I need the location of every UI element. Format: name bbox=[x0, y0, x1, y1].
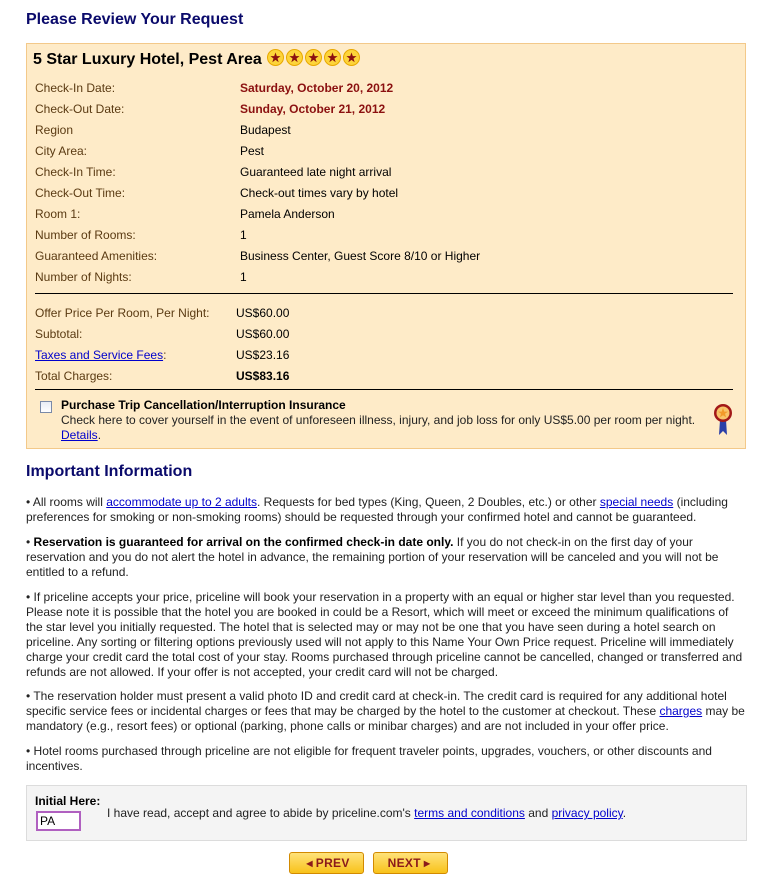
agreement-text bbox=[107, 806, 626, 820]
important-info-title: Important Information bbox=[26, 463, 193, 480]
city-area-value: Pest bbox=[240, 144, 265, 158]
bullet: • bbox=[26, 535, 31, 549]
info-paragraph-booking bbox=[26, 590, 746, 680]
chevron-left-icon: ◀ bbox=[306, 858, 313, 868]
amenities-value: Business Center, Guest Score 8/10 or Higher bbox=[240, 249, 481, 263]
detail-label: Number of Rooms: bbox=[35, 228, 136, 242]
offer-price-value: US$60.00 bbox=[236, 306, 290, 320]
punctuation: . bbox=[97, 428, 102, 442]
insurance-details-link[interactable]: Details bbox=[61, 428, 98, 442]
text: and bbox=[524, 806, 552, 820]
taxes-fees-link[interactable]: Taxes and Service Fees bbox=[35, 348, 164, 362]
insurance-description: Check here to cover yourself in the event of unforeseen illness, injury, and job loss for only US$5.00 per room per night. bbox=[61, 413, 696, 427]
prev-label: PREV bbox=[315, 856, 350, 870]
divider bbox=[35, 293, 733, 294]
region-value: Budapest bbox=[240, 123, 291, 137]
price-label: Subtotal: bbox=[35, 327, 83, 341]
hotel-title: 5 Star Luxury Hotel, Pest Area bbox=[33, 51, 262, 68]
star-icon bbox=[286, 49, 303, 66]
check-in-time-value: Guaranteed late night arrival bbox=[240, 165, 392, 179]
initial-label: Initial Here: bbox=[35, 794, 101, 808]
bullet: • bbox=[26, 495, 31, 509]
taxes-value: US$23.16 bbox=[236, 348, 290, 362]
detail-label: Check-Out Date: bbox=[35, 102, 125, 116]
number-of-rooms-value: 1 bbox=[240, 228, 247, 242]
charges-link[interactable]: charges bbox=[659, 704, 703, 718]
accommodate-link[interactable]: accommodate up to 2 adults bbox=[106, 495, 257, 509]
detail-label: Region bbox=[35, 123, 74, 137]
insurance-checkbox[interactable] bbox=[40, 401, 52, 413]
text: I have read, accept and agree to abide by priceline.com's bbox=[107, 806, 415, 820]
terms-link[interactable]: terms and conditions bbox=[414, 806, 525, 820]
text: (including preferences for smoking or non-smoking rooms) should be requested through your confirmed hotel and cannot be guaranteed. bbox=[26, 495, 728, 524]
insurance-title: Purchase Trip Cancellation/Interruption Insurance bbox=[61, 398, 346, 412]
text: If you do not check-in on the first day of your reservation and you do not alert the hotel in advance, the remaining portion of your reservation will be canceled and you will not be entitled to a refund. bbox=[26, 535, 719, 579]
bullet: • bbox=[26, 590, 31, 604]
star-icon bbox=[343, 49, 360, 66]
request-summary-box bbox=[26, 43, 746, 449]
star-rating bbox=[267, 49, 360, 66]
check-out-time-value: Check-out times vary by hotel bbox=[240, 186, 399, 200]
number-of-nights-value: 1 bbox=[240, 270, 247, 284]
label-colon: : bbox=[163, 348, 167, 362]
page-title: Please Review Your Request bbox=[26, 11, 244, 28]
chevron-right-icon: ▶ bbox=[423, 858, 431, 868]
award-ribbon-icon bbox=[712, 403, 734, 437]
info-paragraph-occupancy bbox=[26, 495, 746, 525]
info-paragraph-id-card bbox=[26, 689, 746, 734]
star-icon bbox=[305, 49, 322, 66]
detail-label: Check-Out Time: bbox=[35, 186, 126, 200]
special-needs-link[interactable]: special needs bbox=[599, 495, 674, 509]
text: The reservation holder must present a valid photo ID and credit card at check-in. The credit card is required for any additional hotel specific service fees or incidental charges or fees that may be charged by the hotel to the customer at checkout. These bbox=[26, 689, 727, 718]
insurance-text bbox=[61, 398, 701, 443]
privacy-policy-link[interactable]: privacy policy bbox=[551, 806, 623, 820]
subtotal-value: US$60.00 bbox=[236, 327, 290, 341]
detail-label: Check-In Date: bbox=[35, 81, 116, 95]
total-charges-value: US$83.16 bbox=[236, 369, 290, 383]
price-label: Total Charges: bbox=[35, 369, 113, 383]
bullet: • bbox=[26, 744, 31, 758]
detail-label: City Area: bbox=[35, 144, 88, 158]
bullet: • bbox=[26, 689, 31, 703]
info-paragraph-checkin bbox=[26, 535, 746, 580]
text: All rooms will bbox=[32, 495, 107, 509]
text: . bbox=[622, 806, 627, 820]
detail-label: Room 1: bbox=[35, 207, 81, 221]
text: . Requests for bed types (King, Queen, 2 Doubles, etc.) or other bbox=[256, 495, 600, 509]
agreement-box bbox=[26, 785, 747, 841]
price-label: Offer Price Per Room, Per Night: bbox=[35, 306, 210, 320]
next-label: NEXT bbox=[387, 856, 421, 870]
text: may be mandatory (e.g., resort fees) or optional (parking, phone calls or minibar charges) and are not included in your offer price. bbox=[26, 704, 745, 733]
initials-input[interactable] bbox=[36, 811, 81, 831]
price-label bbox=[35, 347, 166, 363]
prev-button[interactable] bbox=[289, 852, 364, 874]
check-out-date: Sunday, October 21, 2012 bbox=[240, 102, 386, 116]
star-icon bbox=[267, 49, 284, 66]
detail-label: Number of Nights: bbox=[35, 270, 132, 284]
text: If priceline accepts your price, priceline will book your reservation in a property with an equal or higher star level than you requested. Please note it is possible that the hotel you are booked in could be a Resort, which will meet or exceed the minimum qualifications of the star level you initially requested. The hotel that is selected may or may not be one that you have seen during a hotel search on priceline. Any sorting or filtering options previously used will not apply to this Name Your Own Price request. Priceline will immediately charge your credit card the total cost of your stay. Rooms purchased through priceline cannot be cancelled, changed or transferred and refunds are not allowed. If your offer is not accepted, your credit card will not be charged. bbox=[26, 590, 743, 679]
check-in-date: Saturday, October 20, 2012 bbox=[240, 81, 394, 95]
info-paragraph-rewards bbox=[26, 744, 746, 774]
text: Hotel rooms purchased through priceline are not eligible for frequent traveler points, upgrades, vouchers, or other discounts and incentives. bbox=[26, 744, 712, 773]
divider bbox=[35, 389, 733, 390]
bold-text: Reservation is guaranteed for arrival on the confirmed check-in date only. bbox=[33, 535, 454, 549]
detail-label: Guaranteed Amenities: bbox=[35, 249, 158, 263]
star-icon bbox=[324, 49, 341, 66]
detail-label: Check-In Time: bbox=[35, 165, 116, 179]
room-1-guest: Pamela Anderson bbox=[240, 207, 335, 221]
next-button[interactable] bbox=[373, 852, 448, 874]
